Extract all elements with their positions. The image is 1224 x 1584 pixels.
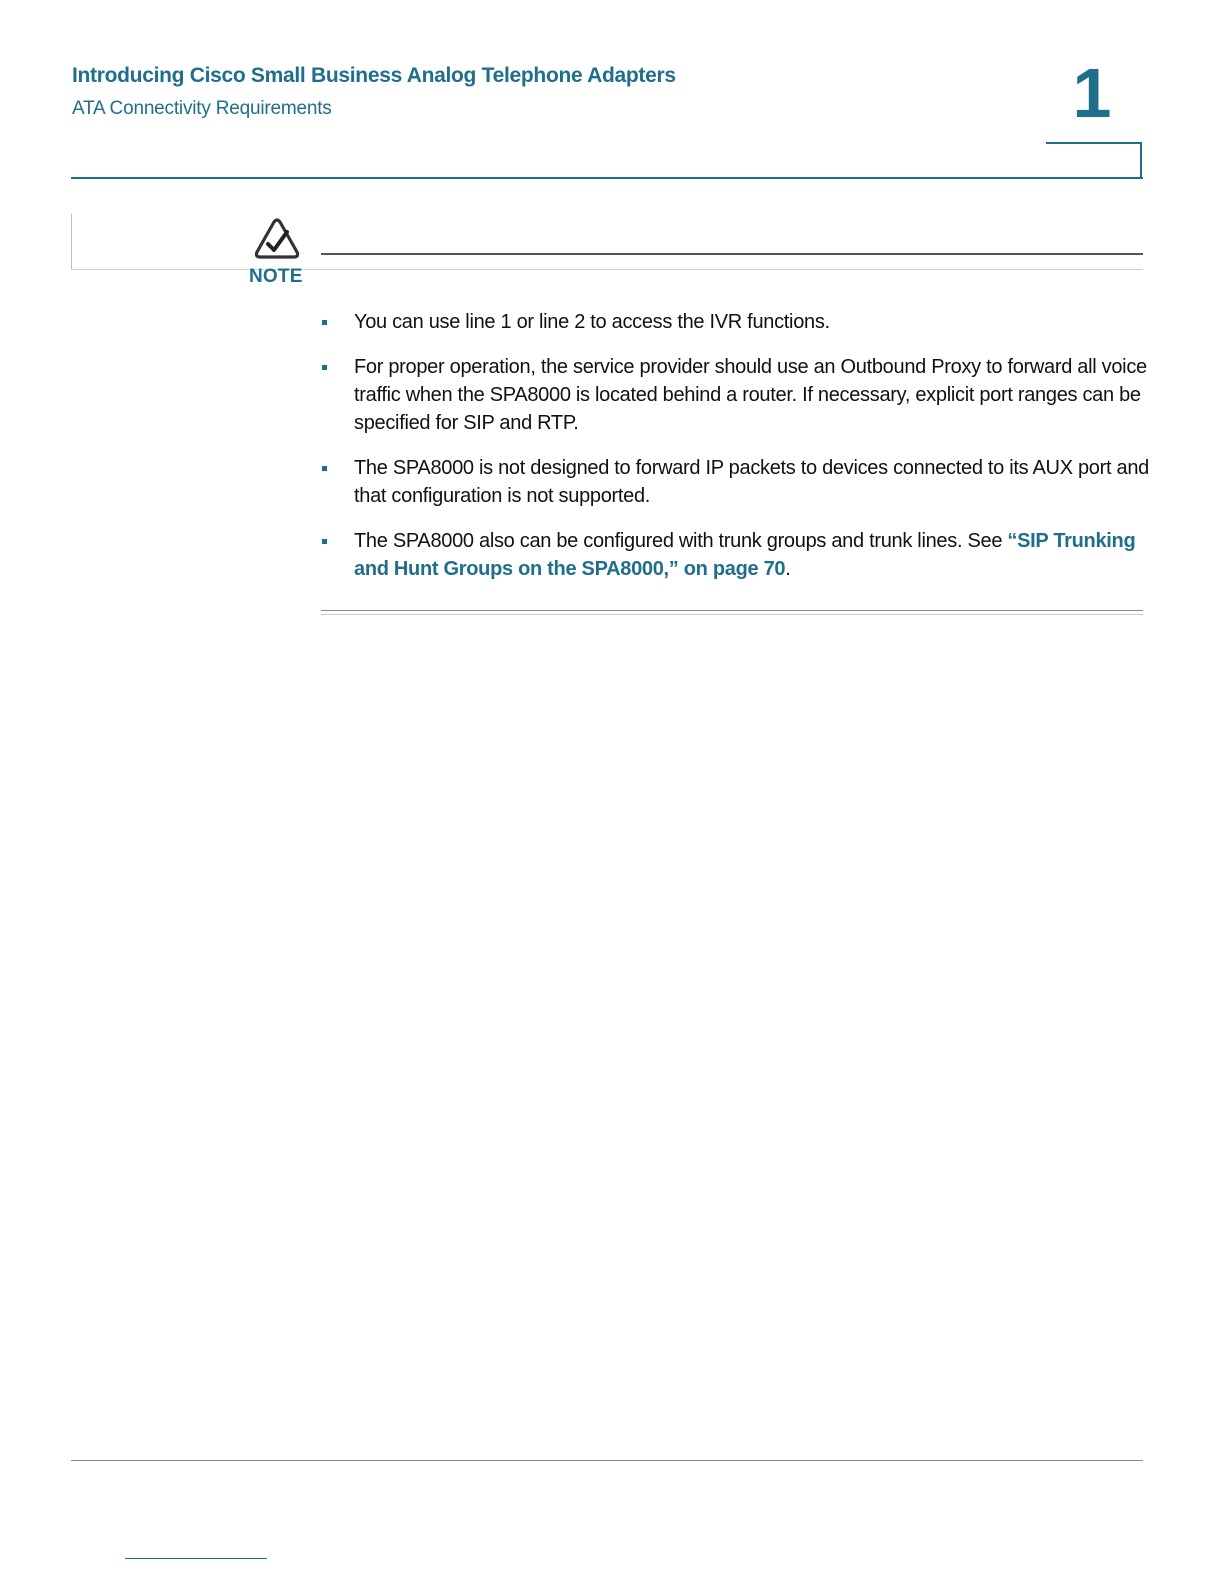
note-check-icon: [254, 218, 300, 260]
note-bullet-list: [321, 308, 1151, 600]
bullet-marker: [322, 320, 327, 325]
list-item-text: You can use line 1 or line 2 to access the IVR functions.: [354, 311, 830, 333]
list-item-text-end: .: [785, 558, 791, 580]
header-rule: [71, 177, 1143, 179]
note-end-rule: [321, 610, 1143, 615]
bullet-marker: [322, 365, 327, 370]
bullet-marker: [322, 539, 327, 544]
footer-rule: [71, 1460, 1143, 1461]
list-item: [321, 454, 1151, 510]
bullet-marker: [322, 466, 327, 471]
note-label: NOTE: [249, 266, 303, 287]
list-item: [321, 527, 1151, 583]
list-item-text: For proper operation, the service provider should use an Outbound Proxy to forward all voice traffic when the SPA8000 is located behind a router. If necessary, explicit port ranges can be specified for SIP and RTP.: [354, 356, 1147, 434]
list-item-text: The SPA8000 is not designed to forward IP packets to devices connected to its AUX port and that configuration is not supported.: [354, 457, 1149, 507]
chapter-title: Introducing Cisco Small Business Analog Telephone Adapters: [72, 64, 676, 87]
chapter-tab-frame: [1046, 142, 1142, 179]
list-item: [321, 308, 1151, 336]
note-bracket: [71, 214, 72, 270]
note-top-rule: [321, 253, 1143, 255]
list-item-text: The SPA8000 also can be configured with trunk groups and trunk lines. See: [354, 530, 1008, 552]
chapter-number: 1: [1072, 54, 1112, 132]
section-title: ATA Connectivity Requirements: [72, 98, 332, 119]
sip-trunking-link[interactable]: “SIP Trunking and Hunt Groups on the SPA8000,” on page 70: [354, 530, 1136, 580]
note-separator: [71, 269, 1143, 270]
footer-link-underline: [125, 1558, 267, 1559]
list-item: [321, 353, 1151, 437]
